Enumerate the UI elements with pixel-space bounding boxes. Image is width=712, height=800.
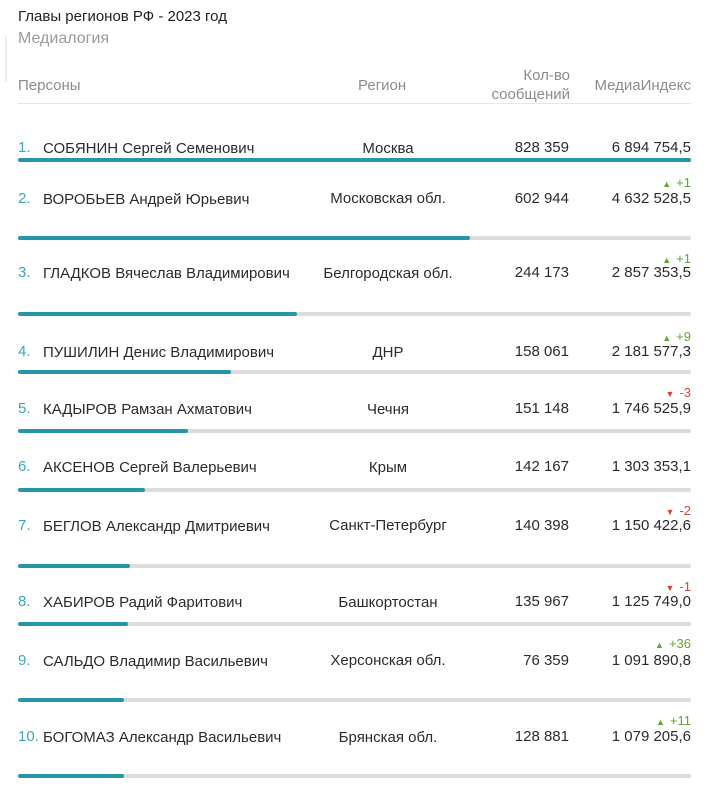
rank-number: 6. [18,458,31,475]
region-name: Башкортостан [338,594,438,611]
table-row[interactable] [18,580,691,626]
media-index-bar-fill [18,236,470,240]
media-index-bar-track [18,774,691,778]
media-index-bar-fill [18,158,691,162]
page-subtitle: Медиалогия [18,30,110,47]
message-count: 135 967 [514,593,569,610]
person-name[interactable]: ПУШИЛИН Денис Владимирович [43,344,275,361]
rank-change-value: +1 [676,251,691,266]
rank-change-value: +9 [676,329,691,344]
message-count: 76 359 [523,652,569,669]
region-name: Брянская обл. [338,729,438,746]
triangle-down-icon: ▼ [665,389,675,399]
person-name[interactable]: ХАБИРОВ Радий Фаритович [43,594,243,611]
table-row[interactable] [18,170,691,240]
person-name[interactable]: САЛЬДО Владимир Васильевич [43,653,268,670]
media-index-value: 1 150 422,6 [611,517,691,534]
media-index-bar-track [18,236,691,240]
region-name: Московская обл. [330,190,446,207]
table-row[interactable] [18,637,691,702]
media-index-bar-track [18,312,691,316]
message-count: 128 881 [514,728,569,745]
rank-number: 1. [18,139,31,156]
media-index-bar-track [18,564,691,568]
message-count: 158 061 [514,343,569,360]
media-index-bar-track [18,488,691,492]
table-header [18,64,691,104]
rank-number: 9. [18,652,31,669]
media-index-bar-fill [18,564,130,568]
person-name[interactable]: БОГОМАЗ Александр Васильевич [43,729,282,746]
region-name: Белгородская обл. [323,265,453,282]
message-count: 602 944 [514,190,569,207]
region-name: ДНР [372,344,404,361]
person-name[interactable]: ГЛАДКОВ Вячеслав Владимирович [43,265,290,282]
triangle-up-icon: ▲ [662,179,672,189]
table-row[interactable] [18,446,691,492]
column-header-count[interactable]: Кол-во сообщений [491,67,570,103]
rank-change-badge [611,252,691,267]
rank-change-badge [611,714,691,729]
region-name: Херсонская обл. [330,652,446,669]
column-header-region[interactable]: Регион [358,77,407,94]
media-index-bar-track [18,698,691,702]
table-row[interactable] [18,251,691,316]
media-index-value: 1 079 205,6 [611,728,691,745]
media-index-value: 2 181 577,3 [611,343,691,360]
media-index-bar-fill [18,774,124,778]
rank-change-value: +36 [668,636,691,651]
column-header-persons[interactable]: Персоны [18,77,81,94]
media-index-value: 1 303 353,1 [611,458,691,475]
rank-number: 8. [18,593,31,610]
rank-change-badge [611,330,691,345]
media-index-bar-fill [18,429,188,433]
media-index-value: 1 746 525,9 [611,400,691,417]
table-row[interactable] [18,386,691,433]
page-title: Главы регионов РФ - 2023 год [18,8,227,25]
region-name: Москва [362,140,414,157]
triangle-down-icon: ▼ [665,507,675,517]
media-index-bar-fill [18,488,145,492]
rank-change-badge [611,504,691,519]
rank-number: 3. [18,264,31,281]
triangle-up-icon: ▲ [662,333,672,343]
rank-change-value: -3 [679,385,691,400]
column-header-media-index[interactable]: МедиаИндекс [594,77,691,94]
edge-divider [5,36,7,82]
media-index-bar-fill [18,698,124,702]
rank-change-badge [611,580,691,595]
triangle-down-icon: ▼ [665,583,675,593]
region-name: Крым [368,459,408,476]
message-count: 244 173 [514,264,569,281]
rank-change-value: +1 [676,175,691,190]
media-index-value: 6 894 754,5 [611,139,691,156]
media-index-value: 1 091 890,8 [611,652,691,669]
media-index-bar-fill [18,312,297,316]
rank-change-value: -2 [679,503,691,518]
media-index-bar-track [18,622,691,626]
person-name[interactable]: АКСЕНОВ Сергей Валерьевич [43,459,257,476]
message-count: 151 148 [514,400,569,417]
rank-number: 10. [18,728,39,745]
rank-change-badge [611,176,691,191]
rank-number: 5. [18,400,31,417]
message-count: 140 398 [514,517,569,534]
region-name: Чечня [366,401,410,418]
rank-change-badge [611,386,691,401]
person-name[interactable]: СОБЯНИН Сергей Семенович [43,140,255,157]
media-index-value: 4 632 528,5 [611,190,691,207]
media-index-bar-track [18,158,691,162]
region-name: Санкт-Петербург [329,517,447,534]
rank-number: 2. [18,190,31,207]
table-row[interactable] [18,328,691,374]
triangle-up-icon: ▲ [662,255,672,265]
message-count: 142 167 [514,458,569,475]
person-name[interactable]: КАДЫРОВ Рамзан Ахматович [43,401,252,418]
rank-number: 4. [18,343,31,360]
table-row[interactable] [18,129,691,162]
media-index-value: 2 857 353,5 [611,264,691,281]
person-name[interactable]: БЕГЛОВ Александр Дмитриевич [43,518,270,535]
message-count: 828 359 [514,139,569,156]
media-index-bar-track [18,429,691,433]
triangle-up-icon: ▲ [655,717,665,727]
media-index-bar-fill [18,370,231,374]
rank-change-value: -1 [679,579,691,594]
person-name[interactable]: ВОРОБЬЕВ Андрей Юрьевич [43,191,250,208]
table-row[interactable] [18,714,691,778]
rank-number: 7. [18,517,31,534]
media-index-bar-fill [18,622,128,626]
table-row[interactable] [18,500,691,568]
rank-change-badge [611,637,691,652]
media-index-bar-track [18,370,691,374]
rank-change-value: +11 [669,713,691,728]
media-index-value: 1 125 749,0 [611,593,691,610]
triangle-up-icon: ▲ [655,640,664,650]
